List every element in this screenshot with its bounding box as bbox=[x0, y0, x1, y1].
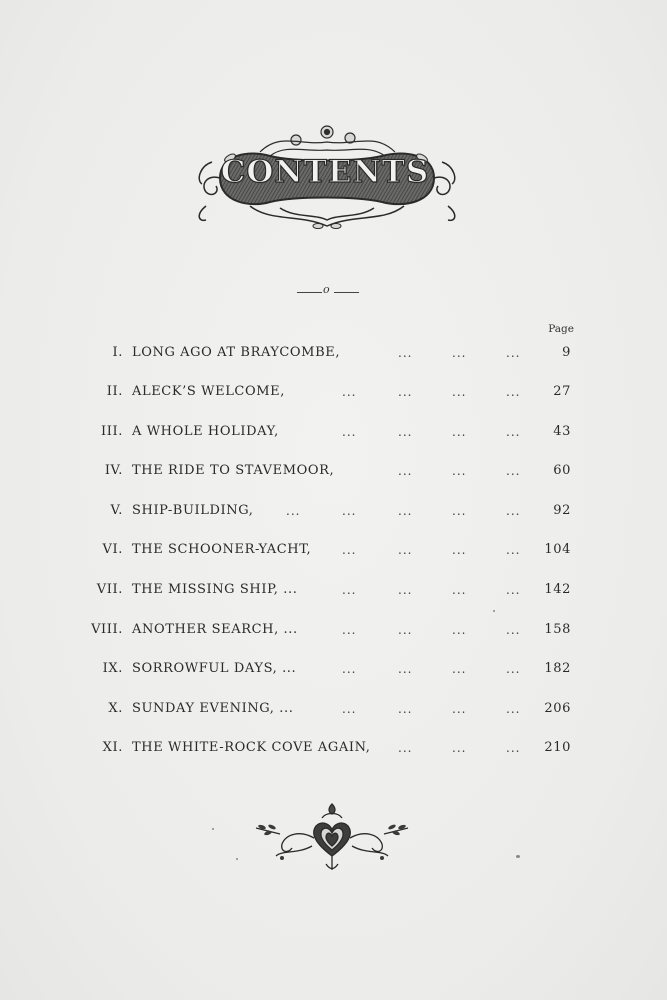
chapter-numeral: VII. bbox=[96, 582, 123, 597]
toc-entry[interactable]: X. SUNDAY EVENING, ... ... ... ... ... 206 bbox=[0, 699, 667, 719]
chapter-title: THE WHITE-ROCK COVE AGAIN, bbox=[132, 740, 371, 755]
chapter-title: THE MISSING SHIP, ... bbox=[132, 582, 298, 597]
chapter-page-number: 210 bbox=[544, 740, 571, 755]
toc-entry[interactable]: I. LONG AGO AT BRAYCOMBE, ... ... ... 9 bbox=[0, 343, 667, 363]
divider-mark: o bbox=[323, 283, 330, 296]
chapter-page-number: 60 bbox=[553, 463, 571, 478]
chapter-title: A WHOLE HOLIDAY, bbox=[132, 424, 279, 439]
divider-rule-right bbox=[334, 292, 359, 293]
toc-entry[interactable]: IX. SORROWFUL DAYS, ... ... ... ... ... 182 bbox=[0, 659, 667, 679]
print-speck bbox=[493, 610, 495, 612]
chapter-title: THE SCHOONER-YACHT, bbox=[132, 542, 312, 557]
chapter-numeral: III. bbox=[101, 424, 123, 439]
page-column-label: Page bbox=[548, 323, 574, 335]
chapter-page-number: 43 bbox=[553, 424, 571, 439]
chapter-numeral: I. bbox=[112, 345, 123, 360]
toc-entry[interactable]: XI. THE WHITE-ROCK COVE AGAIN, ... ... ... 210 bbox=[0, 738, 667, 758]
chapter-numeral: XI. bbox=[102, 740, 123, 755]
chapter-page-number: 142 bbox=[544, 582, 571, 597]
toc-entry[interactable]: V. SHIP-BUILDING, ... ... ... ... ... 92 bbox=[0, 501, 667, 521]
chapter-title: SUNDAY EVENING, ... bbox=[132, 701, 294, 716]
chapter-page-number: 27 bbox=[553, 384, 571, 399]
chapter-title: SORROWFUL DAYS, ... bbox=[132, 661, 297, 676]
chapter-page-number: 158 bbox=[544, 622, 571, 637]
toc-entry[interactable]: VIII. ANOTHER SEARCH, ... ... ... ... ... 158 bbox=[0, 620, 667, 640]
chapter-numeral: X. bbox=[108, 701, 123, 716]
chapter-numeral: II. bbox=[106, 384, 123, 399]
toc-entry[interactable]: IV. THE RIDE TO STAVEMOOR, ... ... ... 60 bbox=[0, 461, 667, 481]
print-speck bbox=[516, 855, 520, 858]
contents-heading: CONTENTS bbox=[220, 154, 430, 190]
chapter-title: LONG AGO AT BRAYCOMBE, bbox=[132, 345, 341, 360]
toc-entry[interactable]: VI. THE SCHOONER-YACHT, ... ... ... ... 104 bbox=[0, 540, 667, 560]
section-divider bbox=[297, 284, 361, 300]
toc-entry[interactable]: VII. THE MISSING SHIP, ... ... ... ... ... 142 bbox=[0, 580, 667, 600]
chapter-page-number: 206 bbox=[544, 701, 571, 716]
chapter-numeral: VIII. bbox=[91, 622, 123, 637]
chapter-numeral: IX. bbox=[102, 661, 123, 676]
chapter-page-number: 92 bbox=[553, 503, 571, 518]
toc-entry[interactable]: II. ALECK’S WELCOME, ... ... ... ... 27 bbox=[0, 382, 667, 402]
divider-rule-left bbox=[297, 292, 322, 293]
chapter-numeral: V. bbox=[110, 503, 123, 518]
chapter-title: ALECK’S WELCOME, bbox=[132, 384, 285, 399]
chapter-title: SHIP-BUILDING, bbox=[132, 503, 254, 518]
chapter-numeral: VI. bbox=[102, 542, 123, 557]
chapter-page-number: 182 bbox=[544, 661, 571, 676]
toc-entry[interactable]: III. A WHOLE HOLIDAY, ... ... ... ... 43 bbox=[0, 422, 667, 442]
print-speck bbox=[212, 828, 214, 830]
chapter-numeral: IV. bbox=[104, 463, 123, 478]
chapter-title: ANOTHER SEARCH, ... bbox=[132, 622, 298, 637]
chapter-title: THE RIDE TO STAVEMOOR, bbox=[132, 463, 335, 478]
heart-vignette-ornament bbox=[252, 800, 412, 875]
chapter-page-number: 104 bbox=[544, 542, 571, 557]
print-speck bbox=[236, 858, 238, 860]
chapter-page-number: 9 bbox=[562, 345, 571, 360]
